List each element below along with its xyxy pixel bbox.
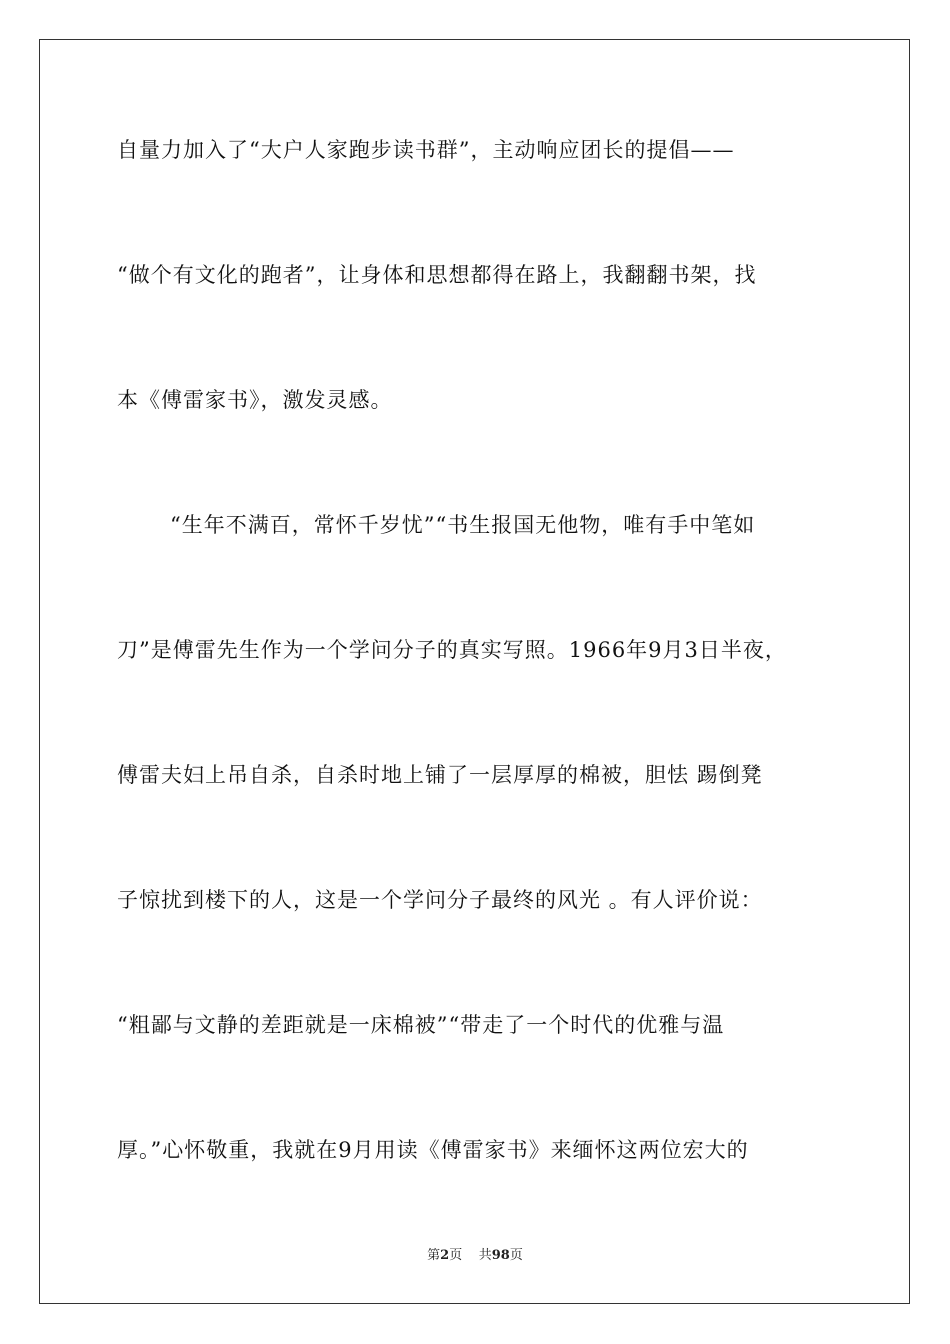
page-prefix: 第 [427, 1248, 441, 1263]
paragraph-line: “生年不满百，常怀千岁忧”“书生报国无他物，唯有手中笔如 [170, 513, 756, 537]
page-suffix: 页 [449, 1248, 463, 1263]
paragraph-line: 本《傅雷家书》，激发灵感。 [117, 388, 393, 412]
page-border [39, 39, 910, 1304]
page-footer [0, 1247, 950, 1265]
total-suffix: 页 [509, 1248, 523, 1263]
total-pages: 98 [491, 1248, 510, 1263]
paragraph-line: 自量力加入了“大户人家跑步读书群”，主动响应团长的提倡—— [117, 138, 735, 162]
paragraph-line: “粗鄙与文静的差距就是一床棉被”“带走了一个时代的优雅与温 [117, 1013, 725, 1037]
total-prefix: 共 [478, 1248, 492, 1263]
paragraph-line: “做个有文化的跑者”，让身体和思想都得在路上，我翻翻书架，找 [117, 263, 757, 287]
paragraph-line: 厚。”心怀敬重，我就在9月用读《傅雷家书》来缅怀这两位宏大的 [117, 1138, 749, 1162]
paragraph-line: 刀”是傅雷先生作为一个学问分子的真实写照。1966年9月3日半夜， [117, 638, 787, 662]
page-number: 2 [440, 1248, 450, 1263]
paragraph-line: 子惊扰到楼下的人，这是一个学问分子最终的风光 。有人评价说： [117, 888, 763, 912]
paragraph-line: 傅雷夫妇上吊自杀，自杀时地上铺了一层厚厚的棉被，胆怯 踢倒凳 [117, 763, 763, 787]
